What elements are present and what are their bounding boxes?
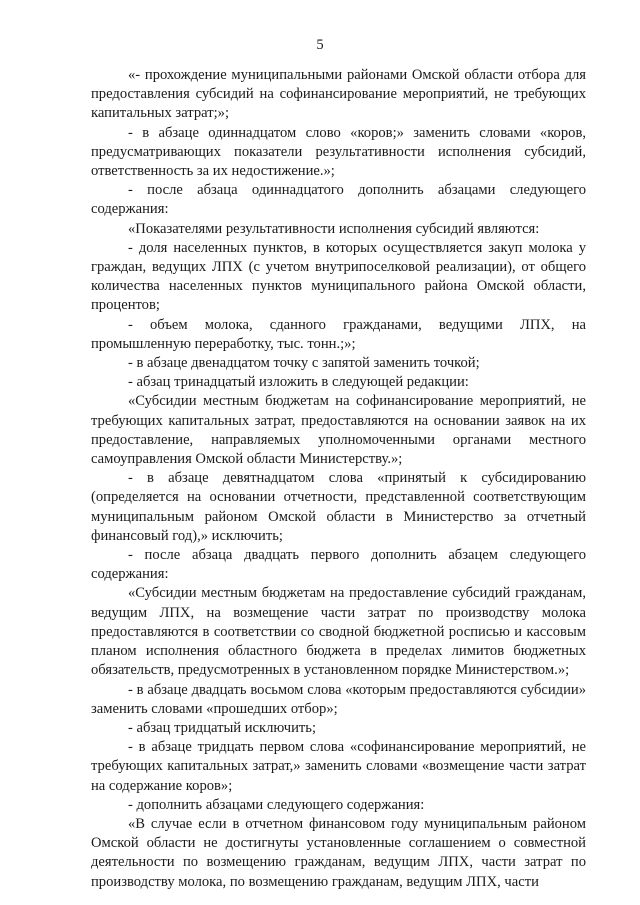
paragraph: - абзац тринадцатый изложить в следующей редакции: xyxy=(128,374,469,391)
paragraph: - объем молока, сданного гражданами, ведущими ЛПХ, на промышленную переработку, тыс. тонн.;»; xyxy=(91,316,586,352)
paragraph: - после абзаца двадцать первого дополнить абзацем следующего содержания: xyxy=(91,547,586,583)
paragraph: - доля населенных пунктов, в которых осуществляется закуп молока у граждан, ведущих ЛПХ (с учетом внутрипоселковой реализации), от общего количества населенных пунктов муниципального района Омской области, процентов; xyxy=(91,239,586,314)
page-number: 5 xyxy=(316,37,324,53)
document-body xyxy=(91,66,586,892)
paragraph: - абзац тридцатый исключить; xyxy=(128,719,316,736)
paragraph: «Субсидии местным бюджетам на предоставление субсидий гражданам, ведущим ЛПХ, на возмещение части затрат по производству молока предоставляются в соответствии со сводной бюджетной росписью и кассовым планом исполнения областного бюджета в пределах лимитов бюджетных обязательств, предусмотренных в установленном порядке Министерством.»; xyxy=(91,585,586,679)
paragraph: - в абзаце двадцать восьмом слова «которым предоставляются субсидии» заменить словами «прошедших отбор»; xyxy=(91,681,586,717)
paragraph: «Субсидии местным бюджетам на софинансирование мероприятий, не требующих капитальных затрат, предоставляются на основании заявок на их предоставление, направляемых уполномоченными органами местного самоуправления Омской области Министерству.»; xyxy=(91,393,586,468)
paragraph: «- прохождение муниципальными районами Омской области отбора для предоставления субсидий на софинансирование мероприятий, не требующих капитальных затрат;»; xyxy=(91,67,586,122)
paragraph: - в абзаце одиннадцатом слово «коров;» заменить словами «коров, предусматривающих показатели результативности исполнения субсидий, ответственность за их недостижение.»; xyxy=(91,124,586,180)
paragraph: «В случае если в отчетном финансовом году муниципальным районом Омской области не достигнуты установленные соглашением о совместной деятельности по возмещению гражданам, ведущим ЛПХ, части затрат по производству молока, по возмещению гражданам, ведущим ЛПХ, части xyxy=(91,815,586,890)
paragraph: - в абзаце девятнадцатом слова «принятый к субсидированию (определяется на основании отчетности, представленной соответствующим муниципальным районом Омской области в Министерство за отчетный финансовый год),» исключить; xyxy=(91,470,586,544)
paragraph: - дополнить абзацами следующего содержания: xyxy=(128,796,425,813)
paragraph: «Показателями результативности исполнения субсидий являются: xyxy=(128,220,540,237)
paragraph: - после абзаца одиннадцатого дополнить абзацами следующего содержания: xyxy=(91,182,586,218)
paragraph: - в абзаце двенадцатом точку с запятой заменить точкой; xyxy=(128,355,480,372)
paragraph: - в абзаце тридцать первом слова «софинансирование мероприятий, не требующих капитальных затрат,» заменить словами «возмещение части затрат на содержание коров»; xyxy=(91,739,586,794)
